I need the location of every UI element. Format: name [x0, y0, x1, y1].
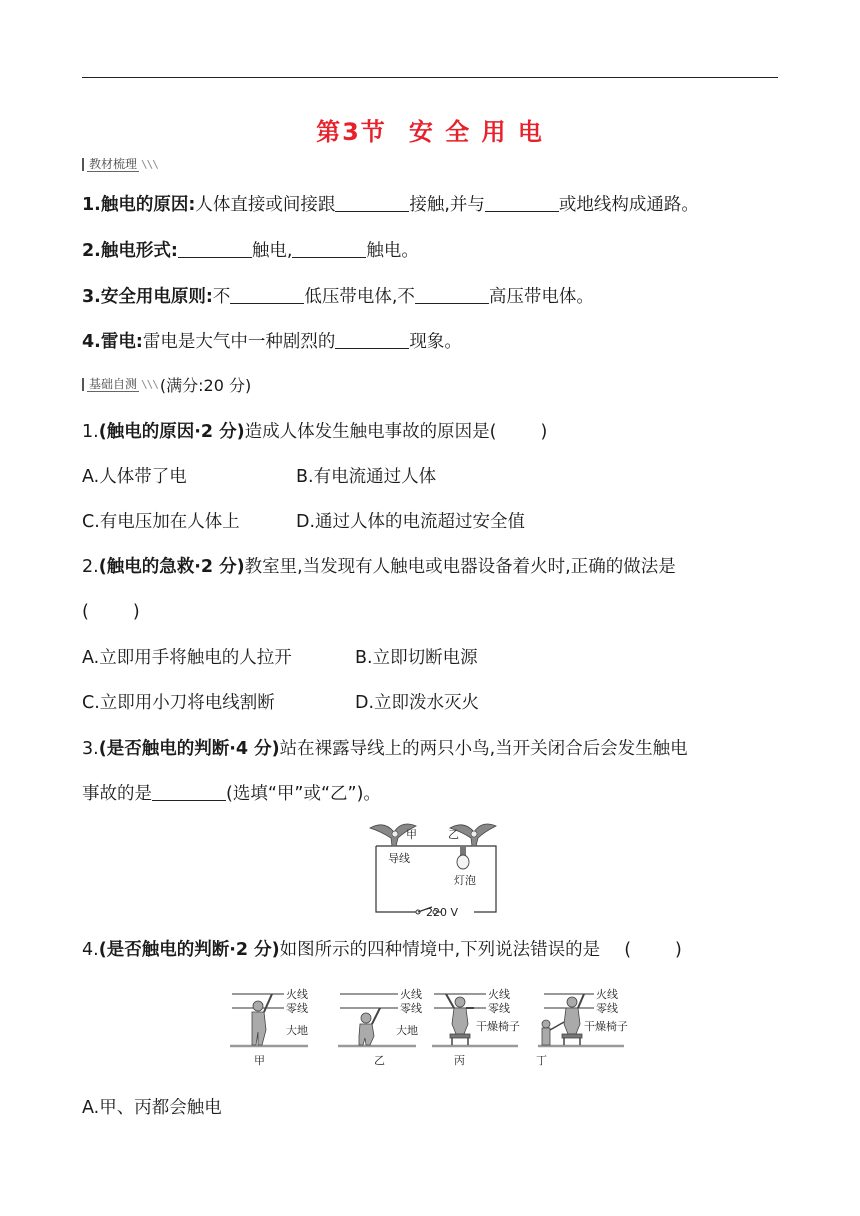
neutral-wire-label: 零线	[596, 1002, 618, 1015]
person-jia-icon	[252, 994, 272, 1045]
neutral-wire-label: 零线	[400, 1002, 422, 1015]
question-1: 1.(触电的原因·2 分)造成人体发生触电事故的原因是( )	[82, 422, 548, 442]
bird-yi-label: 乙	[448, 828, 459, 841]
neutral-wire-label: 零线	[488, 1002, 510, 1015]
neutral-wire-label: 零线	[286, 1002, 308, 1015]
section-tag-textbook: 教材梳理 \\\	[82, 156, 158, 172]
fill-blank[interactable]	[230, 287, 304, 304]
q1-option-b[interactable]: B.有电流通过人体	[296, 467, 437, 487]
score-note: (满分:20 分)	[159, 375, 252, 395]
ground-label: 大地	[396, 1024, 418, 1037]
fill-blank[interactable]	[415, 287, 489, 304]
question-3: 3.(是否触电的判断·4 分)站在裸露导线上的两只小鸟,当开关闭合后会发生触电	[82, 739, 688, 759]
dry-chair-label: 干燥椅子	[584, 1020, 628, 1033]
header-rule	[82, 77, 778, 78]
electrocution-scenes-figure	[228, 978, 638, 1070]
q2-option-d[interactable]: D.立即泼水灭火	[355, 693, 480, 713]
person-yi-icon	[359, 1008, 380, 1045]
fill-blank[interactable]	[292, 241, 366, 258]
scene-label-bing: 丙	[454, 1054, 465, 1067]
q1-option-a[interactable]: A.人体带了电	[82, 467, 187, 487]
voltage-label: 220 V	[426, 906, 459, 916]
q2-answer-paren: ( )	[82, 602, 140, 622]
person-bing-icon	[446, 994, 474, 1045]
scene-label-jia: 甲	[254, 1054, 265, 1067]
section-number: 第3节	[316, 118, 387, 146]
page-title	[0, 112, 860, 147]
person-ding-icon	[542, 994, 584, 1045]
wire-label: 导线	[388, 852, 410, 865]
q1-option-c[interactable]: C.有电压加在人体上	[82, 512, 240, 532]
summary-line-4: 4.雷电:雷电是大气中一种剧烈的 现象。	[82, 332, 462, 352]
fill-blank[interactable]	[152, 784, 226, 801]
fill-blank[interactable]	[178, 241, 252, 258]
ground-label: 大地	[286, 1024, 308, 1037]
live-wire-label: 火线	[400, 988, 422, 1001]
fill-blank[interactable]	[485, 195, 559, 212]
light-bulb-icon	[457, 846, 469, 869]
summary-line-2: 2.触电形式: 触电, 触电。	[82, 241, 419, 261]
live-wire-label: 火线	[596, 988, 618, 1001]
bird-jia-label: 甲	[406, 828, 417, 841]
section-tag-selftest: 基础自测 \\\ (满分:20 分)	[82, 376, 251, 392]
fill-blank[interactable]	[335, 332, 409, 349]
question-4: 4.(是否触电的判断·2 分)如图所示的四种情境中,下列说法错误的是 ( )	[82, 940, 682, 960]
live-wire-label: 火线	[286, 988, 308, 1001]
scene-label-yi: 乙	[374, 1054, 385, 1067]
dry-chair-label: 干燥椅子	[476, 1020, 520, 1033]
summary-line-3: 3.安全用电原则:不 低压带电体,不 高压带电体。	[82, 287, 594, 307]
question-3-line-2: 事故的是 (选填“甲”或“乙”)。	[82, 784, 381, 804]
section-name: 安 全 用 电	[408, 118, 544, 146]
q2-option-b[interactable]: B.立即切断电源	[355, 648, 478, 668]
question-2: 2.(触电的急救·2 分)教室里,当发现有人触电或电器设备着火时,正确的做法是	[82, 557, 676, 577]
scene-label-ding: 丁	[536, 1054, 547, 1067]
q2-option-a[interactable]: A.立即用手将触电的人拉开	[82, 648, 292, 668]
fill-blank[interactable]	[335, 195, 409, 212]
summary-line-1: 1.触电的原因:人体直接或间接跟 接触,并与 或地线构成通路。	[82, 195, 699, 215]
circuit-figure	[366, 818, 502, 916]
q4-option-a[interactable]: A.甲、丙都会触电	[82, 1098, 222, 1118]
live-wire-label: 火线	[488, 988, 510, 1001]
q1-option-d[interactable]: D.通过人体的电流超过安全值	[296, 512, 526, 532]
bulb-label: 灯泡	[454, 874, 476, 887]
q2-option-c[interactable]: C.立即用小刀将电线割断	[82, 693, 275, 713]
